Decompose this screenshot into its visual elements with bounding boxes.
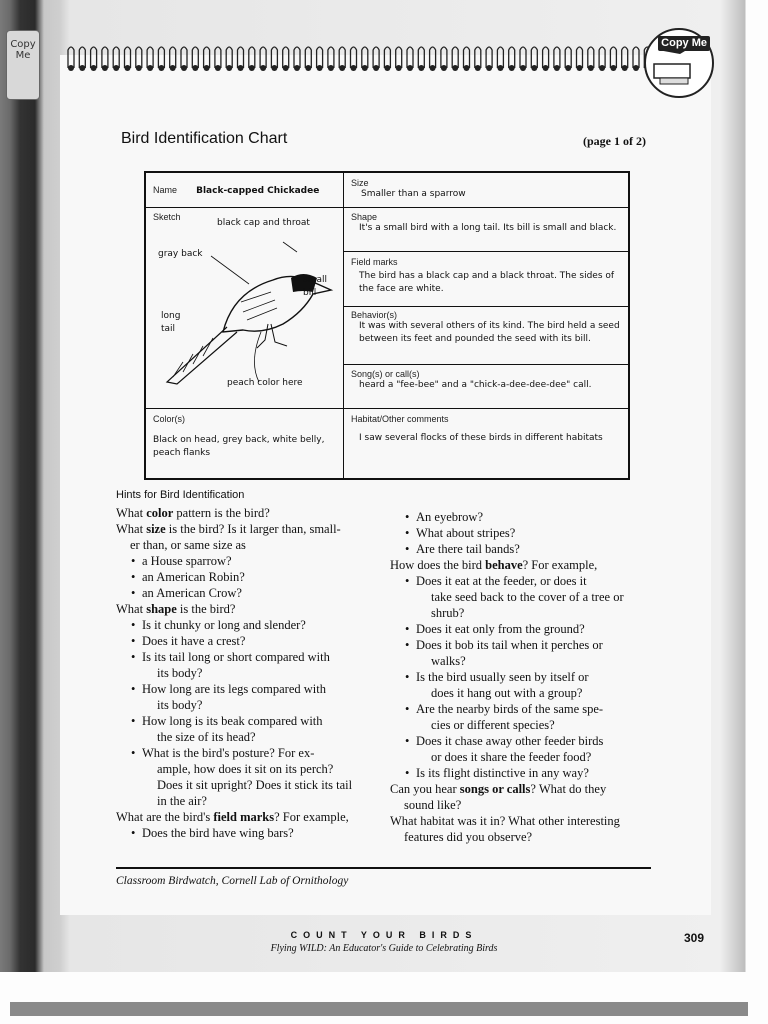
spiral-hole: [249, 65, 255, 71]
spiral-loop: [588, 47, 594, 68]
spiral-loop: [599, 47, 605, 68]
spiral-hole: [543, 65, 549, 71]
spiral-loop: [384, 47, 390, 68]
habitat-value: I saw several flocks of these birds in different habitats: [359, 433, 603, 443]
spiral-loop: [351, 47, 357, 68]
spiral-loop: [226, 47, 232, 68]
spiral-loop: [102, 47, 108, 68]
sketch-note-flank: peach color here: [227, 378, 303, 388]
spiral-hole: [497, 65, 503, 71]
spiral-hole: [565, 65, 571, 71]
spiral-loop: [497, 47, 503, 68]
spiral-loop: [396, 47, 402, 68]
spiral-loop: [373, 47, 379, 68]
spiral-loop: [520, 47, 526, 68]
spiral-hole: [452, 65, 458, 71]
spiral-loop: [238, 47, 244, 68]
fieldmarks-label: Field marks: [351, 257, 398, 267]
spiral-hole: [271, 65, 277, 71]
spiral-loop: [430, 47, 436, 68]
spiral-loop: [441, 47, 447, 68]
spiral-hole: [158, 65, 164, 71]
hint-line: the size of its head?: [157, 730, 256, 744]
spiral-loop: [249, 47, 255, 68]
spiral-loop: [158, 47, 164, 68]
hints-left-column: [116, 505, 386, 841]
spiral-loop: [136, 47, 142, 68]
next-page-edge: [0, 972, 768, 1024]
hint-line: in the air?: [157, 794, 207, 808]
spiral-hole: [317, 65, 323, 71]
spiral-hole: [113, 65, 119, 71]
spiral-hole: [170, 65, 176, 71]
credit-line: Classroom Birdwatch, Cornell Lab of Ornithology: [116, 875, 349, 887]
habitat-cell: [351, 414, 626, 445]
spiral-hole: [633, 65, 639, 71]
spiral-hole: [418, 65, 424, 71]
side-copy-tab: Copy Me: [6, 30, 40, 100]
spiral-loop: [339, 47, 345, 68]
spiral-hole: [283, 65, 289, 71]
hint-line: • Are the nearby birds of the same spe-: [390, 701, 680, 717]
spiral-loop: [328, 47, 334, 68]
hint-line: How does the bird behave? For example,: [390, 558, 598, 572]
habitat-label: Habitat/Other comments: [351, 414, 449, 424]
chart-rule: [343, 251, 628, 252]
spiral-loop: [181, 47, 187, 68]
spiral-hole: [204, 65, 210, 71]
hint-line: • a House sparrow?: [116, 553, 386, 569]
behavior-cell: [351, 310, 626, 346]
spiral-hole: [475, 65, 481, 71]
spiral-hole: [339, 65, 345, 71]
spiral-hole: [622, 65, 628, 71]
spiral-loop: [464, 47, 470, 68]
hint-line: shrub?: [431, 606, 465, 620]
spiral-hole: [362, 65, 368, 71]
sketch-note-back: gray back: [158, 249, 203, 259]
spiral-loop: [147, 47, 153, 68]
hint-line: cies or different species?: [431, 718, 555, 732]
spiral-hole: [373, 65, 379, 71]
hint-line: • What is the bird's posture? For ex-: [116, 745, 386, 761]
spiral-hole: [464, 65, 470, 71]
copy-me-badge: [644, 28, 714, 98]
hints-heading: Hints for Bird Identification: [116, 489, 245, 501]
chart-rule: [146, 408, 343, 409]
hint-line: Can you hear songs or calls? What do they: [390, 782, 607, 796]
sketch-note-bill: small bill: [303, 275, 327, 298]
spiral-loop: [565, 47, 571, 68]
behavior-value: It was with several others of its kind. The bird held a seed between its feet and pounded the seed with its bill.: [359, 321, 620, 344]
hint-line: • Are there tail bands?: [390, 541, 680, 557]
page-indicator: (page 1 of 2): [583, 134, 646, 148]
spiral-loop: [294, 47, 300, 68]
spiral-loop: [91, 47, 97, 68]
song-label: Song(s) or call(s): [351, 369, 420, 379]
spiral-loop: [577, 47, 583, 68]
spiral-loop: [170, 47, 176, 68]
name-cell: [153, 178, 341, 198]
spiral-hole: [554, 65, 560, 71]
sketch-note-cap: black cap and throat: [217, 218, 310, 228]
footer-rule: [116, 867, 651, 869]
hint-line: What shape is the bird?: [116, 602, 236, 616]
hint-line: • Does it eat only from the ground?: [390, 621, 680, 637]
chart-rule: [146, 207, 628, 208]
spiral-hole: [441, 65, 447, 71]
spiral-loop: [79, 47, 85, 68]
shape-label: Shape: [351, 212, 378, 222]
spiral-loop: [543, 47, 549, 68]
hints-section: [116, 487, 676, 844]
behavior-label: Behavior(s): [351, 310, 398, 320]
spiral-hole: [610, 65, 616, 71]
spiral-hole: [238, 65, 244, 71]
spiral-hole: [577, 65, 583, 71]
spiral-hole: [147, 65, 153, 71]
name-value: Black-capped Chickadee: [196, 186, 320, 196]
spiral-hole: [351, 65, 357, 71]
hint-line: • Is the bird usually seen by itself or: [390, 669, 680, 685]
spiral-hole: [102, 65, 108, 71]
hint-line: What habitat was it in? What other interesting: [390, 814, 620, 828]
spiral-hole: [396, 65, 402, 71]
spiral-hole: [91, 65, 97, 71]
hint-line: ample, how does it sit on its perch?: [157, 762, 334, 776]
hint-line: • an American Crow?: [116, 585, 386, 601]
hint-line: • Does it chase away other feeder birds: [390, 733, 680, 749]
spiral-loop: [610, 47, 616, 68]
spiral-loop: [418, 47, 424, 68]
hint-line: • Does it eat at the feeder, or does it: [390, 573, 680, 589]
spiral-loop: [68, 47, 74, 68]
spiral-hole: [599, 65, 605, 71]
spiral-hole: [260, 65, 266, 71]
hints-right-column: [390, 509, 680, 845]
copy-me-label: Copy Me: [658, 36, 710, 51]
fieldmarks-cell: [351, 257, 626, 296]
hint-line: • an American Robin?: [116, 569, 386, 585]
name-label: Name: [153, 185, 178, 195]
hint-line: • Does it bob its tail when it perches or: [390, 637, 680, 653]
spiral-hole: [486, 65, 492, 71]
hint-line: its body?: [157, 666, 203, 680]
hint-line: • Does it have a crest?: [116, 633, 386, 649]
spiral-loop: [633, 47, 639, 68]
chart-rule: [343, 408, 628, 409]
color-cell: [153, 414, 339, 460]
size-cell: [351, 178, 626, 201]
color-value: Black on head, grey back, white belly, peach flanks: [153, 435, 325, 458]
identification-chart: [144, 171, 630, 480]
spiral-hole: [125, 65, 131, 71]
song-cell: [351, 369, 626, 392]
hint-line: does it hang out with a group?: [431, 686, 583, 700]
spiral-hole: [531, 65, 537, 71]
hint-line: walks?: [431, 654, 466, 668]
chickadee-sketch: [153, 212, 341, 397]
series-title: COUNT YOUR BIRDS: [290, 930, 478, 940]
spiral-binding: [62, 42, 652, 72]
spiral-loop: [509, 47, 515, 68]
spiral-hole: [136, 65, 142, 71]
shape-value: It's a small bird with a long tail. Its bill is small and black.: [359, 223, 617, 233]
spiral-loop: [554, 47, 560, 68]
spiral-loop: [622, 47, 628, 68]
spiral-loop: [113, 47, 119, 68]
spiral-loop: [125, 47, 131, 68]
spiral-loop: [362, 47, 368, 68]
spiral-hole: [79, 65, 85, 71]
hint-line: • An eyebrow?: [390, 509, 680, 525]
page-number: 309: [684, 931, 705, 945]
hint-line: sound like?: [404, 798, 462, 812]
chart-divider: [343, 173, 344, 478]
spiral-hole: [430, 65, 436, 71]
hint-line: What are the bird's field marks? For example,: [116, 810, 349, 824]
spiral-hole: [328, 65, 334, 71]
color-label: Color(s): [153, 414, 186, 424]
hint-line: • How long is its beak compared with: [116, 713, 386, 729]
hint-line: • Does the bird have wing bars?: [116, 825, 386, 841]
spiral-loop: [192, 47, 198, 68]
spiral-hole: [509, 65, 515, 71]
spiral-loop: [271, 47, 277, 68]
chart-rule: [343, 306, 628, 307]
book-title: Flying WILD: An Educator's Guide to Celebrating Birds: [270, 943, 498, 954]
hint-line: • Is it chunky or long and slender?: [116, 617, 386, 633]
spiral-loop: [317, 47, 323, 68]
spiral-loop: [283, 47, 289, 68]
chart-rule: [343, 364, 628, 365]
hint-line: take seed back to the cover of a tree or: [431, 590, 624, 604]
hint-line: • Is its tail long or short compared with: [116, 649, 386, 665]
spiral-hole: [384, 65, 390, 71]
hint-line: What size is the bird? Is it larger than, small-: [116, 522, 341, 536]
hint-line: er than, or same size as: [130, 538, 246, 552]
fieldmarks-value: The bird has a black cap and a black throat. The sides of the face are white.: [359, 271, 615, 294]
spiral-hole: [215, 65, 221, 71]
hint-line: features did you observe?: [404, 830, 533, 844]
spiral-hole: [305, 65, 311, 71]
spiral-hole: [226, 65, 232, 71]
shape-cell: [351, 212, 626, 235]
spiral-loop: [452, 47, 458, 68]
hint-line: or does it share the feeder food?: [431, 750, 592, 764]
hint-line: What color pattern is the bird?: [116, 506, 270, 520]
song-value: heard a "fee-bee" and a "chick-a-dee-dee-dee" call.: [359, 380, 592, 390]
hint-line: • How long are its legs compared with: [116, 681, 386, 697]
spiral-hole: [588, 65, 594, 71]
spiral-loop: [486, 47, 492, 68]
size-label: Size: [351, 178, 369, 188]
spiral-hole: [294, 65, 300, 71]
size-value: Smaller than a sparrow: [361, 189, 466, 199]
sketch-note-tail: long tail: [161, 311, 181, 334]
spiral-hole: [407, 65, 413, 71]
spiral-loop: [260, 47, 266, 68]
spiral-loop: [475, 47, 481, 68]
hint-line: • What about stripes?: [390, 525, 680, 541]
page-title: Bird Identification Chart: [121, 130, 288, 147]
spiral-loop: [215, 47, 221, 68]
spiral-hole: [68, 65, 74, 71]
sketch-label: Sketch: [153, 212, 181, 222]
spiral-hole: [192, 65, 198, 71]
hint-line: Does it sit upright? Does it stick its tail: [157, 778, 353, 792]
sketch-cell: [153, 212, 341, 406]
hint-line: its body?: [157, 698, 203, 712]
spiral-hole: [181, 65, 187, 71]
spiral-loop: [305, 47, 311, 68]
hint-line: • Is its flight distinctive in any way?: [390, 765, 680, 781]
spiral-loop: [531, 47, 537, 68]
spiral-loop: [407, 47, 413, 68]
spiral-hole: [520, 65, 526, 71]
spiral-loop: [204, 47, 210, 68]
